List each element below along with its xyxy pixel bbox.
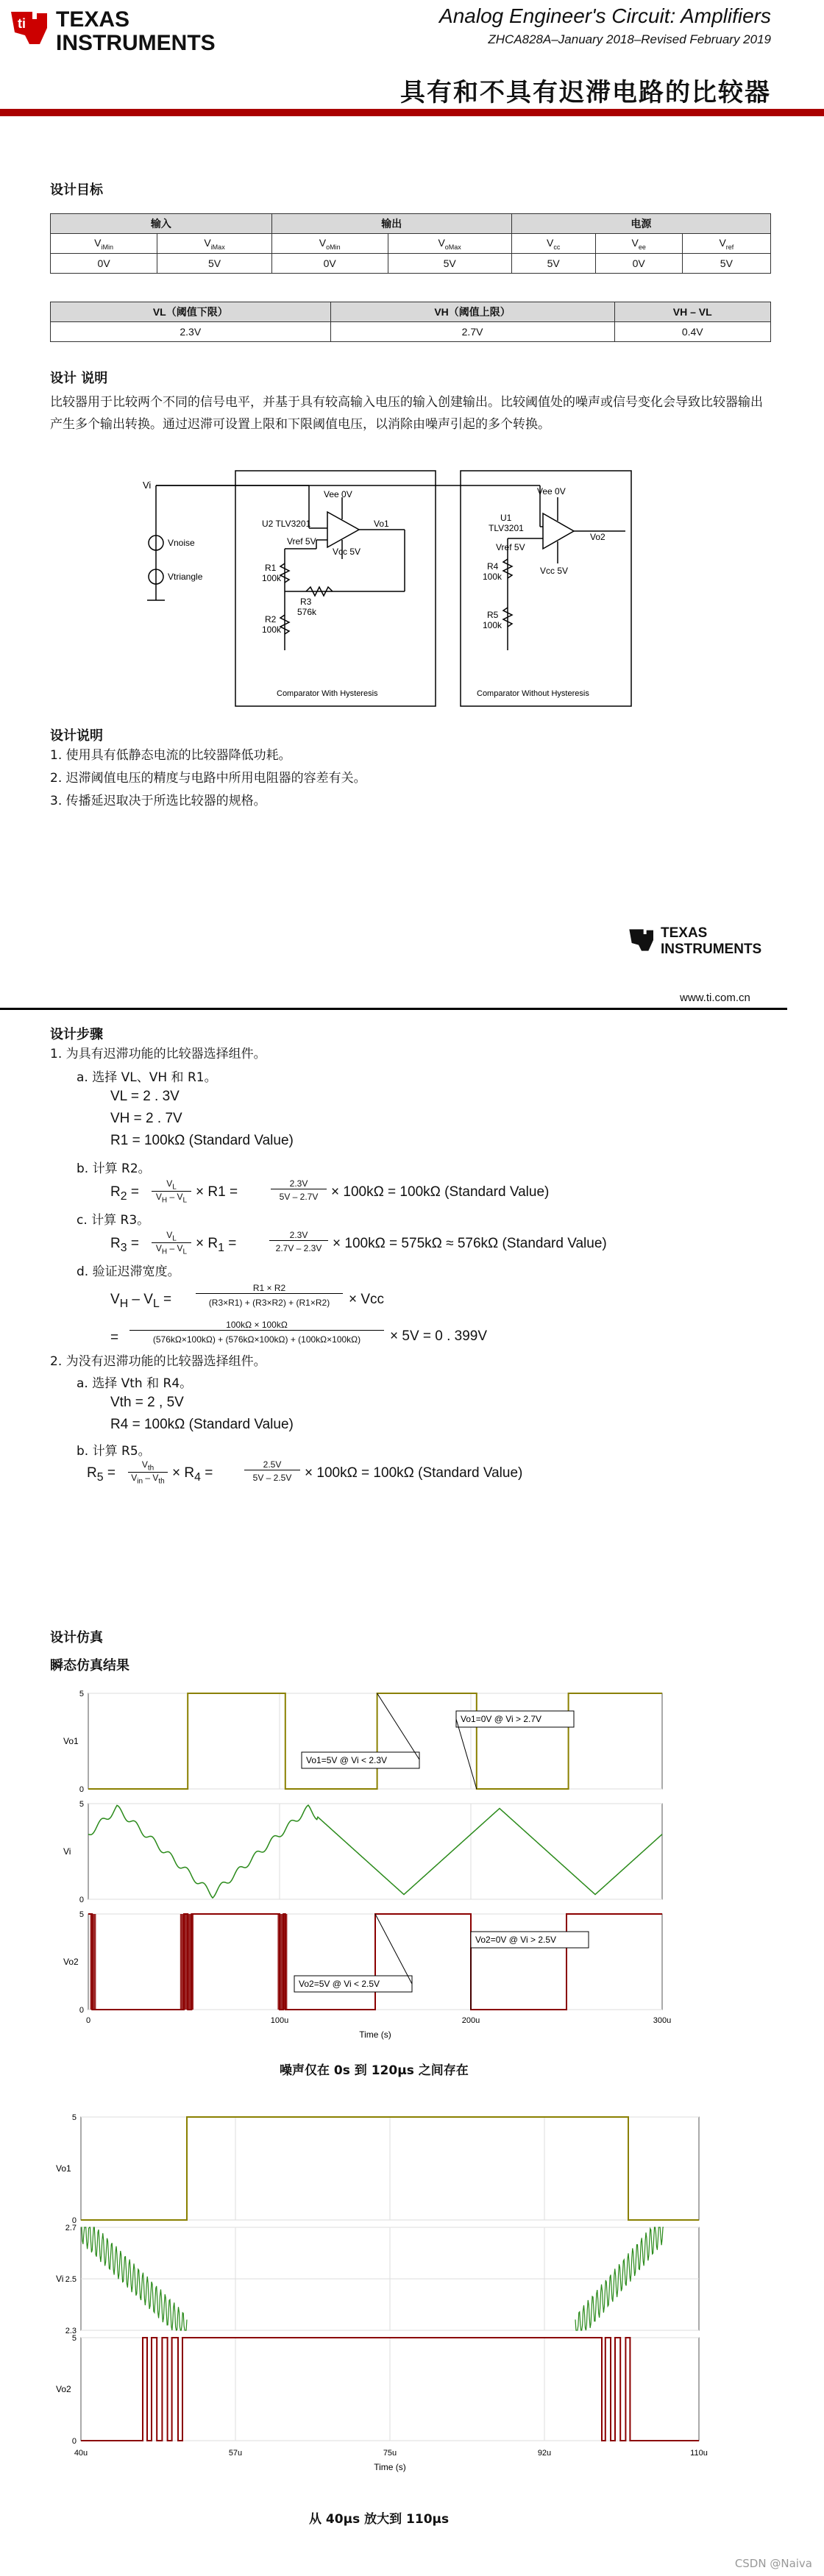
sch-vtriangle: Vtriangle — [168, 572, 203, 582]
y-tick-label: 0 — [79, 2006, 84, 2015]
td-diff: 0.4V — [614, 322, 770, 342]
y-tick-label: 5 — [79, 1910, 84, 1919]
sch-u2: U2 TLV3201 — [262, 519, 311, 529]
eq-r3-res: × 100kΩ = 575kΩ ≈ 576kΩ (Standard Value) — [333, 1236, 607, 1251]
sch-vo1: Vo1 — [374, 519, 389, 529]
th-diff: VH – VL — [614, 302, 770, 322]
step-1: 1. 为具有迟滞功能的比较器选择组件。 — [50, 1047, 266, 1061]
td-vh: 2.7V — [330, 322, 614, 342]
page-rule — [0, 1008, 787, 1010]
sim-caption-1: 噪声仅在 0s 到 120μs 之间存在 — [280, 2063, 469, 2078]
eq-hyst-num: R1 × R2 — [196, 1283, 343, 1294]
sim-heading: 设计仿真 — [50, 1630, 103, 1645]
x-tick-label: 57u — [228, 2449, 243, 2458]
vo1-trace — [88, 1693, 662, 1789]
eq-r3-num: 2.3V — [269, 1230, 328, 1241]
sch-vi: Vi — [143, 480, 152, 491]
step-1a-tail: L、V — [129, 1070, 158, 1085]
eq-r1: R1 = 100kΩ (Standard Value) — [110, 1133, 294, 1148]
goal-value: 0V — [51, 254, 157, 274]
eq-hyst-den2: (576kΩ×100kΩ) + (576kΩ×100kΩ) + (100kΩ×100kΩ) — [152, 1334, 361, 1345]
sch-r5: R5 — [487, 610, 499, 620]
eq-r5-num: 2.5V — [244, 1459, 300, 1470]
y-tick-label: 2.7 — [65, 2224, 77, 2232]
goal-value: 5V — [157, 254, 272, 274]
sch-vnoise: Vnoise — [168, 538, 195, 548]
goal-value: 0V — [595, 254, 682, 274]
goals-table — [50, 213, 771, 274]
y-axis-label: Vi — [63, 1846, 71, 1857]
site-url[interactable]: www.ti.com.cn — [680, 992, 750, 1004]
y-tick-label: 5 — [71, 2334, 77, 2343]
y-tick-label: 5 — [79, 1800, 84, 1809]
ann-arrow — [377, 1693, 419, 1760]
y-tick-label: 5 — [71, 2113, 77, 2122]
step-1a — [77, 1067, 217, 1089]
header-subtitle: ZHCA828A–January 2018–Revised February 2019 — [488, 32, 771, 46]
step-2a: a. 选择 Vth 和 R4。 — [77, 1376, 193, 1391]
ann-arrow — [456, 1719, 477, 1789]
y-axis-label: Vo2 — [63, 1957, 79, 1967]
eq-hyst-num2: 100kΩ × 100kΩ — [129, 1320, 384, 1331]
x-axis-label: Time (s) — [359, 2029, 391, 2040]
goal-value: 5V — [511, 254, 595, 274]
step-1a-tail3: 1。 — [196, 1070, 217, 1085]
vo2-trace — [88, 1914, 662, 2010]
sch-vref2: Vref 5V — [496, 542, 525, 552]
ti-logo-page2 — [627, 922, 781, 964]
ann-vo2-high: Vo2=0V @ Vi > 2.5V — [475, 1935, 557, 1945]
eq-hyst-den: (R3×R1) + (R3×R2) + (R1×R2) — [208, 1298, 330, 1308]
goal-value: 5V — [682, 254, 770, 274]
y-axis-label: Vo1 — [63, 1736, 79, 1746]
svg-text:ti: ti — [18, 16, 26, 31]
doc-title: 具有和不具有迟滞电路的比较器 — [400, 78, 771, 107]
y-tick-label: 2.3 — [65, 2327, 77, 2335]
goal-col-header: $V_{iMin}$ — [51, 234, 157, 254]
sch-r5v: 100k — [483, 620, 502, 630]
sch-u1b: TLV3201 — [489, 523, 524, 533]
eq-r2-eq: × R1 = — [196, 1184, 238, 1200]
eq-hyst-res: × 5V = 0 . 399V — [390, 1328, 488, 1344]
threshold-table — [50, 302, 771, 342]
sch-label-right: Comparator Without Hysteresis — [477, 689, 589, 698]
x-tick-label: 0 — [85, 2016, 91, 2025]
noise-burst — [277, 1914, 287, 2010]
eq-r2-den: 5V – 2.7V — [279, 1192, 319, 1202]
note-item: 3. 传播延迟取决于所选比较器的规格。 — [50, 794, 266, 808]
step-1d: d. 验证迟滞宽度。 — [77, 1264, 180, 1279]
eq-r4: R4 = 100kΩ (Standard Value) — [110, 1417, 294, 1432]
ti-logo-icon — [7, 6, 52, 50]
x-tick-label: 92u — [537, 2449, 552, 2458]
y-tick-label: 0 — [79, 1785, 84, 1794]
ti-logo — [7, 4, 250, 56]
sch-r3: R3 — [300, 597, 312, 607]
step-1c: c. 计算 R3。 — [77, 1213, 150, 1228]
eq-r5-den: 5V – 2.5V — [252, 1473, 292, 1483]
sch-r3v: 576k — [297, 607, 317, 617]
y-axis-label: Vo1 — [56, 2163, 71, 2174]
step-2b: b. 计算 R5。 — [77, 1444, 151, 1459]
sim-caption-2: 从 40μs 放大到 110μs — [309, 2512, 450, 2527]
group-output: 输出 — [271, 214, 511, 234]
goals-heading: 设计目标 — [50, 182, 103, 198]
goal-col-header: $V_{cc}$ — [511, 234, 595, 254]
watermark: CSDN @Naiva — [734, 2557, 812, 2570]
logo-text-texas: TEXAS — [56, 7, 130, 32]
x-tick-label: 100u — [270, 2016, 289, 2025]
y-tick-label: 0 — [79, 1896, 84, 1904]
group-supply: 电源 — [511, 214, 770, 234]
note-item: 1. 使用具有低静态电流的比较器降低功耗。 — [50, 748, 291, 763]
description-heading: 设计 说明 — [50, 371, 108, 386]
th-vl: VL（阈值下限） — [51, 302, 331, 322]
step-1a-tail2: H 和 R — [157, 1070, 196, 1085]
sch-r2v: 100k — [262, 625, 282, 635]
sim-plot-1 — [44, 1679, 706, 2061]
eq-r2-num: 2.3V — [271, 1178, 327, 1189]
eq-hyst-vcc: × Vcc — [349, 1292, 385, 1307]
notes-list — [50, 744, 771, 813]
logo2-instruments: INSTRUMENTS — [661, 942, 762, 957]
ann-vo1-low: Vo1=5V @ Vi < 2.3V — [306, 1755, 388, 1765]
sch-r1v: 100k — [262, 573, 282, 583]
noise-burst — [90, 1914, 96, 2010]
sch-label-left: Comparator With Hysteresis — [277, 689, 378, 698]
ann-arrow — [375, 1914, 412, 1984]
sch-r1: R1 — [265, 563, 277, 573]
eq-r2: $R_2$ = $V_L$ $V_H - V_L$ × R1 = 2.3V 5V – 2.7V × 100kΩ = 100kΩ (Standard Value) — [110, 1178, 550, 1205]
eq-r3-den: 2.7V – 2.3V — [275, 1243, 322, 1253]
eq-r5: $R_5$ = $V_{th}$ $V_{in} - V_{th}$ × $R_4$ = 2.5V 5V – 2.5V × 100kΩ = 100kΩ (Standard Value) — [87, 1459, 523, 1486]
step-1b: b. 计算 R2。 — [77, 1161, 151, 1176]
ann-vo1-high: Vo1=0V @ Vi > 2.7V — [461, 1714, 542, 1724]
goal-col-header: $V_{oMin}$ — [271, 234, 388, 254]
logo2-texas: TEXAS — [661, 925, 708, 941]
sch-vcc2: Vcc 5V — [540, 566, 569, 576]
sch-r4v: 100k — [483, 572, 502, 582]
eq-vl: VL = 2 . 3V — [110, 1089, 180, 1104]
x-axis-label: Time (s) — [374, 2462, 406, 2472]
y-axis-label: Vi — [56, 2274, 64, 2284]
eq-r2-res: × 100kΩ = 100kΩ (Standard Value) — [331, 1184, 550, 1200]
ann-vo2-low: Vo2=5V @ Vi < 2.5V — [299, 1979, 380, 1989]
step-2: 2. 为没有迟滞功能的比较器选择组件。 — [50, 1354, 266, 1369]
eq-vh: VH = 2 . 7V — [110, 1111, 182, 1126]
x-tick-label: 200u — [461, 2016, 480, 2025]
panel-frame — [88, 1804, 662, 1899]
logo-text-instruments: INSTRUMENTS — [56, 31, 216, 55]
y-tick-label: 0 — [71, 2216, 77, 2225]
y-tick-label: 0 — [71, 2437, 77, 2446]
noise-burst — [180, 1914, 193, 2010]
header-title: Analog Engineer's Circuit: Amplifiers — [439, 4, 771, 27]
eq-r3: $R_3$ = $V_L$ $V_H - V_L$ × $R_1$ = 2.3V 2.7V – 2.3V × 100kΩ = 575kΩ ≈ 576kΩ (Standard Value) — [110, 1230, 607, 1256]
step-1a-text: a. 选择 V — [77, 1070, 130, 1085]
sch-vref1: Vref 5V — [287, 536, 316, 547]
x-tick-label: 75u — [383, 2449, 397, 2458]
td-vl: 2.3V — [51, 322, 331, 342]
eq-r5-res: × 100kΩ = 100kΩ (Standard Value) — [305, 1465, 523, 1481]
x-tick-label: 300u — [653, 2016, 672, 2025]
ti-logo-icon — [627, 925, 656, 955]
goal-value: 0V — [271, 254, 388, 274]
y-axis-label: Vo2 — [56, 2384, 71, 2394]
eq-vth: Vth = 2 , 5V — [110, 1395, 184, 1410]
sch-vee2: Vee 0V — [537, 486, 566, 497]
y-tick-label: 5 — [79, 1690, 84, 1698]
vi-trace — [88, 1805, 662, 1898]
sch-r4: R4 — [487, 561, 499, 572]
sch-vee1: Vee 0V — [324, 489, 352, 499]
goal-col-header: $V_{ref}$ — [682, 234, 770, 254]
sch-vo2: Vo2 — [590, 532, 605, 542]
title-bar — [0, 109, 824, 116]
eq-hyst: $V_H - V_L$ = R1 × R2 (R3×R1) + (R3×R2) + (R1×R2) × Vcc = 100kΩ × 100kΩ (576kΩ×100kΩ) + (576kΩ×100kΩ) + (100kΩ×100kΩ) × 5V = 0 . 399V — [110, 1283, 488, 1345]
description-text: 比较器用于比较两个不同的信号电平，并基于具有较高输入电压的输入创建输出。比较阈值处的噪声或信号变化会导致比较器输出产生多个输出转换。通过迟滞可设置上限和下限阈值电压，以消除由噪声引起的多个转换。 — [50, 395, 763, 432]
goal-col-header: $V_{oMax}$ — [388, 234, 511, 254]
group-input: 输入 — [51, 214, 272, 234]
sch-u1: U1 — [500, 513, 512, 523]
sch-r2: R2 — [265, 614, 277, 625]
panel-frame — [88, 1693, 662, 1789]
y-tick-label: 2.5 — [65, 2275, 77, 2284]
sim-subheading: 瞬态仿真结果 — [50, 1658, 129, 1673]
goal-value: 5V — [388, 254, 511, 274]
goal-col-header: $V_{iMax}$ — [157, 234, 272, 254]
schematic — [140, 468, 640, 711]
th-vh: VH（阈值上限） — [330, 302, 614, 322]
note-item: 2. 迟滞阈值电压的精度与电路中所用电阻器的容差有关。 — [50, 771, 366, 786]
x-tick-label: 110u — [690, 2449, 708, 2458]
sim-plot-2 — [44, 2110, 736, 2507]
goal-col-header: $V_{ee}$ — [595, 234, 682, 254]
x-tick-label: 40u — [74, 2449, 88, 2458]
steps-heading: 设计步骤 — [50, 1027, 103, 1042]
sch-vcc1: Vcc 5V — [333, 547, 361, 557]
notes-heading: 设计说明 — [50, 728, 103, 744]
